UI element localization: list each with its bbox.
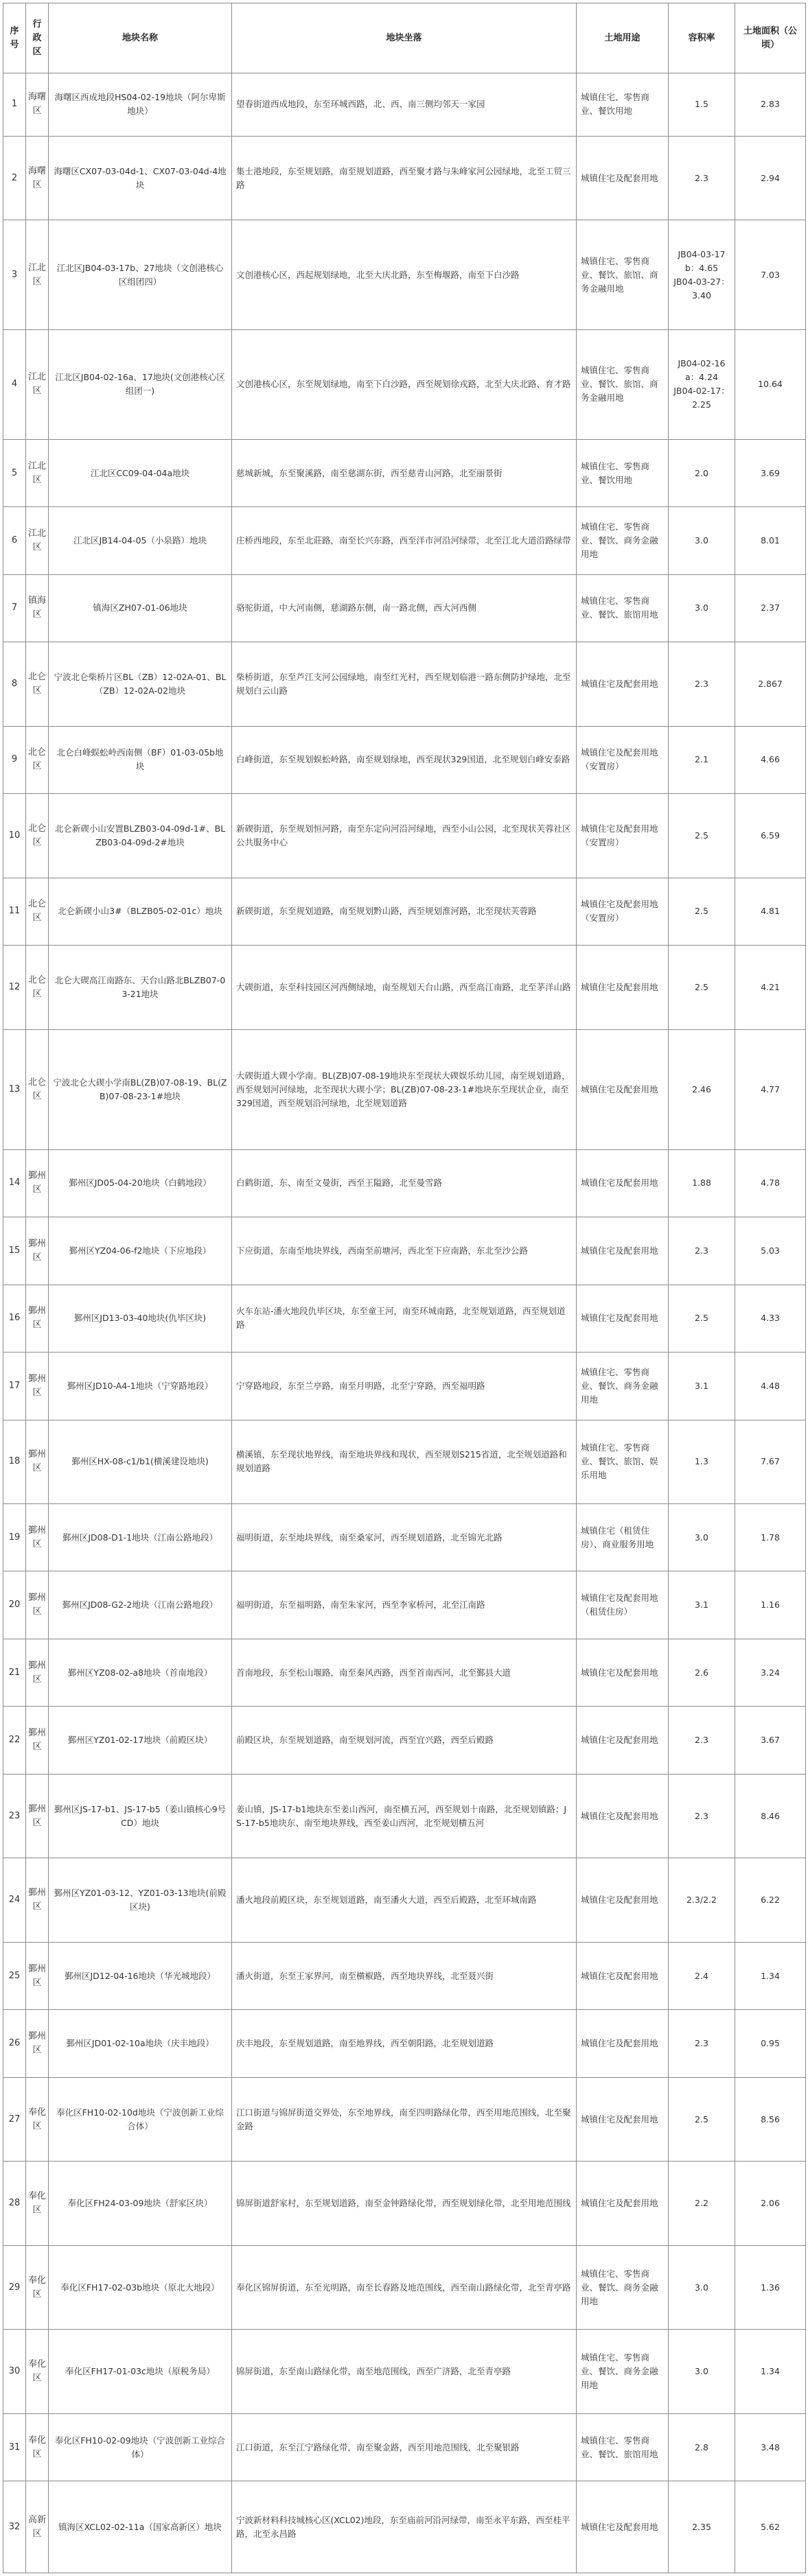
cell-district: 鄞州区: [26, 1774, 49, 1858]
cell-land-use: 城镇住宅、零售商业、餐饮用地: [577, 73, 669, 137]
cell-land-use: 城镇住宅及配套用地: [577, 1707, 669, 1774]
cell-district: 鄞州区: [26, 1571, 49, 1639]
cell-plot-ratio: 2.3: [669, 136, 735, 220]
table-row: [3, 2481, 806, 2573]
cell-seq: 2: [3, 136, 26, 220]
table-row: [3, 439, 806, 506]
cell-location: 江口街道，东至江宁路绿化带，南至聚金路，西至用地范围线，北至聚银路: [232, 2413, 577, 2481]
cell-plot-ratio: 2.35: [669, 2481, 735, 2573]
cell-area: 7.03: [735, 220, 806, 330]
cell-location: 潘火街道，东至王家界河，南至横椒路，西至地块界线，北至聂兴街: [232, 1942, 577, 2009]
table-row: [3, 726, 806, 793]
cell-plot-ratio: 3.1: [669, 1353, 735, 1420]
cell-land-use: 城镇住宅及配套用地（租赁住房）: [577, 1571, 669, 1639]
cell-area: 1.36: [735, 2245, 806, 2330]
table-row: [3, 2330, 806, 2414]
cell-seq: 4: [3, 330, 26, 440]
cell-plot-ratio: 2.4: [669, 1942, 735, 2009]
cell-location: 福明街道，东至福明路，南至朱家河，西至李家桥河，北至江南路: [232, 1571, 577, 1639]
cell-location: 白峰街道，东至规划蜈蚣岭路，南至规划绿地，西至现状329国道，北至规划白峰安泰路: [232, 726, 577, 793]
cell-land-use: 城镇住宅及配套用地: [577, 1149, 669, 1217]
cell-land-use: 城镇住宅及配套用地（安置房）: [577, 878, 669, 945]
cell-plot-ratio: 3.0: [669, 1504, 735, 1571]
cell-location: 大碶街道大碶小学南。BL(ZB)07-08-19地块东至现状大碶娱乐幼儿园，南至规划道路，西至规划河河绿地，北至现状大碶小学；BL(ZB)07-08-23-1#地块东至现状企业，南至329国道，西至规划沿河绿地，北至规划道路: [232, 1029, 577, 1149]
cell-district: 鄞州区: [26, 2010, 49, 2077]
table-row: [3, 330, 806, 440]
cell-plot-ratio: 3.1: [669, 1571, 735, 1639]
cell-seq: 16: [3, 1285, 26, 1352]
cell-parcel-name: 宁波北仑柴桥片区BL（ZB）12-02A-01、BL（ZB）12-02A-02地块: [49, 642, 232, 727]
cell-seq: 21: [3, 1639, 26, 1706]
cell-area: 0.95: [735, 2010, 806, 2077]
cell-plot-ratio: 3.0: [669, 507, 735, 574]
header-area: 土地面积（公顷）: [735, 3, 806, 73]
table-row: [3, 1774, 806, 1858]
cell-land-use: 城镇住宅、零售商业、餐饮、旅馆、商务金融用地: [577, 330, 669, 440]
cell-district: 江北区: [26, 330, 49, 440]
cell-area: 2.06: [735, 2162, 806, 2246]
table-row: [3, 1707, 806, 1774]
cell-district: 北仑区: [26, 1029, 49, 1149]
cell-area: 4.21: [735, 946, 806, 1030]
cell-seq: 17: [3, 1353, 26, 1420]
cell-district: 鄞州区: [26, 1858, 49, 1943]
cell-parcel-name: 北仑新碶小山安置BLZB03-04-09d-1#、BLZB03-04-09d-2#地块: [49, 794, 232, 878]
cell-parcel-name: 江北区JB14-04-05（小泉路）地块: [49, 507, 232, 574]
cell-area: 2.37: [735, 574, 806, 642]
header-use: 土地用途: [577, 3, 669, 73]
table-row: [3, 136, 806, 220]
cell-parcel-name: 镇海区XCL02-02-11a（国家高新区）地块: [49, 2481, 232, 2573]
cell-district: 奉化区: [26, 2330, 49, 2414]
cell-district: 鄞州区: [26, 1420, 49, 1504]
cell-parcel-name: 奉化区FH17-02-03b地块（原北大地段）: [49, 2245, 232, 2330]
cell-location: 首南地段，东至松山堰路，南至秦风西路，西至首南西河，北至鄞县大道: [232, 1639, 577, 1706]
cell-land-use: 城镇住宅、零售商业、餐饮、商务金融用地: [577, 2330, 669, 2414]
cell-location: 文创港核心区，东至规划绿地，南至下白沙路，西至规划徐戎路，北至大庆北路、育才路: [232, 330, 577, 440]
cell-area: 4.66: [735, 726, 806, 793]
table-header-row: [3, 3, 806, 73]
cell-area: 6.22: [735, 1858, 806, 1943]
cell-land-use: 城镇住宅、零售商业、餐饮、商务金融用地: [577, 507, 669, 574]
cell-location: 锦屏街道舒家村，东至规划道路，南至金钟路绿化带，西至规划绿化带，北至用地范围线: [232, 2162, 577, 2246]
cell-seq: 18: [3, 1420, 26, 1504]
cell-location: 集士港地段，东至规划路，南至规划道路，西至聚才路与朱峰家河公园绿地，北至工贸三路: [232, 136, 577, 220]
cell-area: 1.34: [735, 2330, 806, 2414]
cell-area: 2.867: [735, 642, 806, 727]
cell-plot-ratio: 1.5: [669, 73, 735, 137]
cell-district: 江北区: [26, 439, 49, 506]
cell-parcel-name: 鄞州区JD08-D1-1地块（江南公路地段）: [49, 1504, 232, 1571]
cell-land-use: 城镇住宅及配套用地: [577, 1029, 669, 1149]
cell-parcel-name: 鄞州区YZ01-02-17地块（前殿区块）: [49, 1707, 232, 1774]
cell-seq: 11: [3, 878, 26, 945]
cell-area: 3.69: [735, 439, 806, 506]
cell-location: 庆丰地段，东至规划道路，南至地界线，西至朝阳路，北至规划道路: [232, 2010, 577, 2077]
cell-parcel-name: 鄞州区JD13-03-40地块(仇毕区块): [49, 1285, 232, 1352]
cell-parcel-name: 海曙区CX07-03-04d-1、CX07-03-04d-4地块: [49, 136, 232, 220]
table-row: [3, 2077, 806, 2162]
cell-parcel-name: 北仑大碶高江南路东、天台山路北BLZB07-03-21地块: [49, 946, 232, 1030]
cell-plot-ratio: 2.1: [669, 726, 735, 793]
cell-parcel-name: 鄞州区JD01-02-10a地块（庆丰地段）: [49, 2010, 232, 2077]
cell-land-use: 城镇住宅、零售商业、餐饮、旅馆、娱乐用地: [577, 1420, 669, 1504]
cell-land-use: 城镇住宅、零售商业、餐饮、旅馆、商务金融用地: [577, 220, 669, 330]
cell-location: 锦屏街道，东至南山路绿化带，南至地范围线，西至广济路，北至青亭路: [232, 2330, 577, 2414]
cell-seq: 20: [3, 1571, 26, 1639]
cell-parcel-name: 奉化区FH10-02-10d地块（宁波创新工业综合体）: [49, 2077, 232, 2162]
cell-parcel-name: 江北区CC09-04-04a地块: [49, 439, 232, 506]
cell-parcel-name: 海曙区西成地段HS04-02-19地块（阿尔卑斯地块）: [49, 73, 232, 137]
table-row: [3, 574, 806, 642]
cell-plot-ratio: 2.2: [669, 2162, 735, 2246]
table-row: [3, 1858, 806, 1943]
cell-plot-ratio: 2.46: [669, 1029, 735, 1149]
cell-seq: 7: [3, 574, 26, 642]
cell-land-use: 城镇住宅及配套用地: [577, 2077, 669, 2162]
cell-parcel-name: 奉化区FH24-03-09地块（舒家区块）: [49, 2162, 232, 2246]
cell-parcel-name: 鄞州区JS-17-b1、JS-17-b5（姜山镇核心9号CD）地块: [49, 1774, 232, 1858]
cell-land-use: 城镇住宅、零售商业、餐饮、旅馆用地: [577, 574, 669, 642]
cell-location: 潘火地段前殿区块，东至规划道路，南至潘火大道，西至后殿路，北至环城南路: [232, 1858, 577, 1943]
cell-plot-ratio: 2.5: [669, 794, 735, 878]
cell-district: 海曙区: [26, 136, 49, 220]
cell-area: 3.24: [735, 1639, 806, 1706]
cell-parcel-name: 鄞州区YZ08-02-a8地块（首南地段）: [49, 1639, 232, 1706]
cell-district: 鄞州区: [26, 1942, 49, 2009]
cell-area: 1.34: [735, 1942, 806, 2009]
cell-land-use: 城镇住宅及配套用地: [577, 2162, 669, 2246]
table-row: [3, 220, 806, 330]
cell-area: 1.16: [735, 1571, 806, 1639]
cell-land-use: 城镇住宅及配套用地: [577, 1858, 669, 1943]
table-row: [3, 1149, 806, 1217]
cell-location: 宁穿路地段，东至兰亭路，南至月明路，北至宁穿路，西至福明路: [232, 1353, 577, 1420]
cell-location: 江口街道与锦屏街道交界处，东至地界线，南至四明路绿化带，西至用地范围线，北至聚金路: [232, 2077, 577, 2162]
cell-plot-ratio: 2.5: [669, 1285, 735, 1352]
cell-district: 鄞州区: [26, 1707, 49, 1774]
cell-parcel-name: 鄞州区JD05-04-20地块（白鹤地段）: [49, 1149, 232, 1217]
cell-location: 火车东站-潘火地段仇毕区块，东至童王河，南至环城南路，北至规划道路，西至规划道路: [232, 1285, 577, 1352]
cell-seq: 29: [3, 2245, 26, 2330]
table-row: [3, 1353, 806, 1420]
cell-seq: 5: [3, 439, 26, 506]
cell-plot-ratio: 2.8: [669, 2413, 735, 2481]
cell-plot-ratio: 1.3: [669, 1420, 735, 1504]
table-row: [3, 946, 806, 1030]
cell-plot-ratio: 3.0: [669, 2330, 735, 2414]
cell-land-use: 城镇住宅及配套用地（安置房）: [577, 794, 669, 878]
cell-land-use: 城镇住宅、零售商业、餐饮用地: [577, 439, 669, 506]
cell-parcel-name: 北仑新碶小山3#（BLZB05-02-01c）地块: [49, 878, 232, 945]
cell-land-use: 城镇住宅、零售商业、餐饮、商务金融用地: [577, 1353, 669, 1420]
cell-location: 慈城新城，东至聚溪路，南至慈湖东街，西至慈青山河路，北至丽景街: [232, 439, 577, 506]
table-row: [3, 2010, 806, 2077]
cell-area: 5.03: [735, 1217, 806, 1285]
cell-location: 骆驼街道，中大河南侧，慈湖路东侧，南一路北侧，西大河西侧: [232, 574, 577, 642]
cell-location: 大碶街道，东至科技园区河西侧绿地，南至规划天台山路，西至高江南路，北至茅洋山路: [232, 946, 577, 1030]
cell-plot-ratio: 2.5: [669, 946, 735, 1030]
cell-district: 鄞州区: [26, 1149, 49, 1217]
cell-plot-ratio: 2.3: [669, 1217, 735, 1285]
header-far: 容积率: [669, 3, 735, 73]
cell-district: 北仑区: [26, 878, 49, 945]
cell-area: 4.33: [735, 1285, 806, 1352]
cell-land-use: 城镇住宅及配套用地: [577, 1285, 669, 1352]
cell-district: 高新区: [26, 2481, 49, 2573]
cell-district: 奉化区: [26, 2077, 49, 2162]
cell-plot-ratio: 2.0: [669, 439, 735, 506]
cell-land-use: 城镇住宅及配套用地: [577, 1774, 669, 1858]
cell-district: 北仑区: [26, 794, 49, 878]
cell-parcel-name: 鄞州区JD08-G2-2地块（江南公路地段）: [49, 1571, 232, 1639]
table-row: [3, 2162, 806, 2246]
cell-seq: 26: [3, 2010, 26, 2077]
cell-area: 3.67: [735, 1707, 806, 1774]
cell-seq: 12: [3, 946, 26, 1030]
cell-plot-ratio: 2.3: [669, 642, 735, 727]
cell-parcel-name: 镇海区ZH07-01-06地块: [49, 574, 232, 642]
cell-location: 福明街道，东至地块界线，南至桑家河，西至规划道路，北至锦光北路: [232, 1504, 577, 1571]
cell-area: 5.62: [735, 2481, 806, 2573]
cell-district: 镇海区: [26, 574, 49, 642]
table-row: [3, 1504, 806, 1571]
cell-parcel-name: 鄞州区HX-08-c1/b1(横溪建设地块): [49, 1420, 232, 1504]
cell-district: 鄞州区: [26, 1639, 49, 1706]
cell-district: 鄞州区: [26, 1353, 49, 1420]
cell-seq: 13: [3, 1029, 26, 1149]
cell-plot-ratio: JB04-02-16a：4.24 JB04-02-17：2.25: [669, 330, 735, 440]
cell-land-use: 城镇住宅及配套用地: [577, 2481, 669, 2573]
cell-district: 海曙区: [26, 73, 49, 137]
table-row: [3, 1571, 806, 1639]
cell-parcel-name: 宁波北仑大碶小学南BL(ZB)07-08-19、BL(ZB)07-08-23-1#地块: [49, 1029, 232, 1149]
cell-location: 柴桥街道，东至芦江支河公园绿地，南至红光村，西至规划临港一路东侧防护绿地，北至规划白云山路: [232, 642, 577, 727]
cell-location: 横溪镇，东至现状地界线，南至地块界线和现状，西至规划S215省道，北至规划道路和规划道路: [232, 1420, 577, 1504]
cell-location: 姜山镇，JS-17-b1地块东至姜山西河，南至横五河，西至规划十南路，北至规划镇路；JS-17-b5地块东、南至地块界线，西至姜山西河，北至规划横五河: [232, 1774, 577, 1858]
cell-plot-ratio: 3.0: [669, 574, 735, 642]
land-parcel-table: [3, 3, 806, 2573]
cell-seq: 27: [3, 2077, 26, 2162]
cell-land-use: 城镇住宅、零售商业、餐饮、旅馆用地: [577, 2413, 669, 2481]
cell-seq: 14: [3, 1149, 26, 1217]
cell-seq: 22: [3, 1707, 26, 1774]
table-row: [3, 2245, 806, 2330]
header-district: 行政区: [26, 3, 49, 73]
cell-district: 奉化区: [26, 2162, 49, 2246]
cell-parcel-name: 鄞州区JD10-A4-1地块（宁穿路地段）: [49, 1353, 232, 1420]
cell-area: 1.78: [735, 1504, 806, 1571]
cell-area: 6.59: [735, 794, 806, 878]
cell-seq: 10: [3, 794, 26, 878]
cell-land-use: 城镇住宅（租赁住房）、商业服务用地: [577, 1504, 669, 1571]
cell-plot-ratio: JB04-03-17b：4.65 JB04-03-27：3.40: [669, 220, 735, 330]
cell-location: 前殿区块，东至规划道路，南至规划河流，西至宜兴路，西至后殿路: [232, 1707, 577, 1774]
cell-area: 4.48: [735, 1353, 806, 1420]
cell-district: 鄞州区: [26, 1504, 49, 1571]
cell-area: 10.64: [735, 330, 806, 440]
table-row: [3, 642, 806, 727]
cell-parcel-name: 鄞州区YZ01-03-12、YZ01-03-13地块(前殿区块): [49, 1858, 232, 1943]
cell-seq: 31: [3, 2413, 26, 2481]
cell-district: 北仑区: [26, 726, 49, 793]
cell-seq: 32: [3, 2481, 26, 2573]
cell-location: 庄桥西地段，东至北莊路，南至长兴东路，西至洋市河沿河绿带，北至江北大道沿路绿带: [232, 507, 577, 574]
cell-seq: 15: [3, 1217, 26, 1285]
table-row: [3, 507, 806, 574]
cell-seq: 8: [3, 642, 26, 727]
cell-land-use: 城镇住宅及配套用地: [577, 1639, 669, 1706]
cell-area: 2.94: [735, 136, 806, 220]
table-row: [3, 73, 806, 137]
header-seq: 序号: [3, 3, 26, 73]
cell-district: 奉化区: [26, 2245, 49, 2330]
cell-parcel-name: 北仑白峰蜈蚣岭西南侧（BF）01-03-05b地块: [49, 726, 232, 793]
cell-location: 宁波新材料科技城核心区(XCL02)地段，东至庙前河沿河绿带，南至永平东路，西至桂平路，北至永昌路: [232, 2481, 577, 2573]
cell-area: 8.46: [735, 1774, 806, 1858]
cell-plot-ratio: 1.88: [669, 1149, 735, 1217]
cell-land-use: 城镇住宅及配套用地: [577, 1942, 669, 2009]
cell-land-use: 城镇住宅及配套用地: [577, 2010, 669, 2077]
cell-area: 4.78: [735, 1149, 806, 1217]
cell-location: 望春街道西成地段，东至环城西路，北、西、南三侧均邻天一家园: [232, 73, 577, 137]
cell-parcel-name: 鄞州区JD12-04-16地块（华光城地段）: [49, 1942, 232, 2009]
cell-seq: 24: [3, 1858, 26, 1943]
table-row: [3, 1639, 806, 1706]
table-row: [3, 794, 806, 878]
cell-area: 2.83: [735, 73, 806, 137]
table-row: [3, 1029, 806, 1149]
cell-district: 鄞州区: [26, 1285, 49, 1352]
cell-plot-ratio: 2.3: [669, 1774, 735, 1858]
cell-seq: 28: [3, 2162, 26, 2246]
cell-location: 奉化区锦屏街道，东至光明路，南至长春路及地范围线，西至南山路绿化带，北至青亭路: [232, 2245, 577, 2330]
cell-plot-ratio: 2.3/2.2: [669, 1858, 735, 1943]
cell-district: 鄞州区: [26, 1217, 49, 1285]
cell-area: 4.81: [735, 878, 806, 945]
cell-parcel-name: 奉化区FH17-01-03c地块（原税务局）: [49, 2330, 232, 2414]
cell-land-use: 城镇住宅及配套用地（安置房）: [577, 726, 669, 793]
cell-seq: 23: [3, 1774, 26, 1858]
table-row: [3, 1942, 806, 2009]
cell-seq: 30: [3, 2330, 26, 2414]
cell-area: 7.67: [735, 1420, 806, 1504]
cell-plot-ratio: 2.3: [669, 2010, 735, 2077]
cell-area: 8.01: [735, 507, 806, 574]
table-row: [3, 2413, 806, 2481]
cell-seq: 19: [3, 1504, 26, 1571]
cell-land-use: 城镇住宅及配套用地: [577, 136, 669, 220]
cell-seq: 9: [3, 726, 26, 793]
cell-seq: 6: [3, 507, 26, 574]
cell-seq: 25: [3, 1942, 26, 2009]
cell-area: 4.77: [735, 1029, 806, 1149]
table-body: [3, 73, 806, 2573]
cell-plot-ratio: 3.0: [669, 2245, 735, 2330]
cell-district: 北仑区: [26, 946, 49, 1030]
header-location: 地块坐落: [232, 3, 577, 73]
table-row: [3, 1217, 806, 1285]
cell-parcel-name: 江北区JB04-03-17b、27地块（文创港核心区组团四）: [49, 220, 232, 330]
cell-district: 江北区: [26, 507, 49, 574]
cell-plot-ratio: 2.6: [669, 1639, 735, 1706]
cell-location: 新碶街道，东至规划恒河路，南至东定向河沿河绿地，西至小山公园，北至现状芙蓉社区公共服务中心: [232, 794, 577, 878]
cell-district: 江北区: [26, 220, 49, 330]
land-parcel-table-container: [3, 3, 805, 2573]
cell-land-use: 城镇住宅及配套用地: [577, 642, 669, 727]
cell-parcel-name: 江北区JB04-02-16a、17地块(文创港核心区组团一): [49, 330, 232, 440]
cell-plot-ratio: 2.5: [669, 2077, 735, 2162]
table-row: [3, 878, 806, 945]
header-name: 地块名称: [49, 3, 232, 73]
cell-land-use: 城镇住宅、零售商业、餐饮、商务金融用地: [577, 2245, 669, 2330]
table-row: [3, 1420, 806, 1504]
cell-plot-ratio: 2.5: [669, 878, 735, 945]
cell-land-use: 城镇住宅及配套用地: [577, 1217, 669, 1285]
cell-district: 北仑区: [26, 642, 49, 727]
cell-parcel-name: 鄞州区YZ04-06-f2地块（下应地段）: [49, 1217, 232, 1285]
cell-seq: 3: [3, 220, 26, 330]
cell-location: 文创港核心区，西起规划绿地，北至大庆北路，东至梅堰路，南至下白沙路: [232, 220, 577, 330]
cell-area: 8.56: [735, 2077, 806, 2162]
table-row: [3, 1285, 806, 1352]
cell-location: 下应街道，东南至地块界线，西南至前塘河，西北至下应南路，东北至沙公路: [232, 1217, 577, 1285]
cell-location: 新碶街道，东至规划道路，南至规划黔山路，西至规划淮河路，北至现状芙蓉路: [232, 878, 577, 945]
cell-land-use: 城镇住宅及配套用地: [577, 946, 669, 1030]
cell-area: 3.48: [735, 2413, 806, 2481]
cell-parcel-name: 奉化区FH10-02-09地块（宁波创新工业综合体）: [49, 2413, 232, 2481]
cell-seq: 1: [3, 73, 26, 137]
cell-plot-ratio: 2.3: [669, 1707, 735, 1774]
cell-district: 奉化区: [26, 2413, 49, 2481]
cell-location: 白鹤街道，东、南至文曼街，西至王隘路，北至曼雪路: [232, 1149, 577, 1217]
